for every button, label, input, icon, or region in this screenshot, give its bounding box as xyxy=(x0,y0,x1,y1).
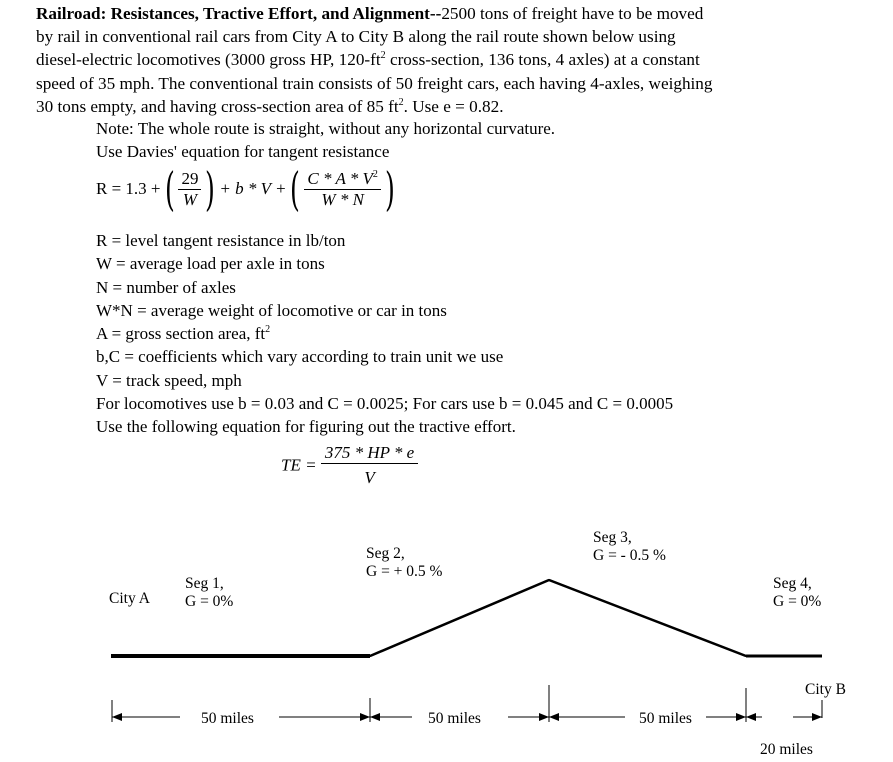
def-a: A = gross section area, $ft^2$ xyxy=(96,324,271,344)
problem-title: Railroad: Resistances, Tractive Effort, and Alignment-- xyxy=(36,4,442,23)
arrow-left-icon xyxy=(549,713,559,721)
def-r: R = level tangent resistance in lb/ton xyxy=(96,231,346,250)
note-straight-route: Note: The whole route is straight, without any horizontal curvature. xyxy=(96,119,556,138)
problem-text: 30 tons empty, and having cross-section area of 85 $ft^2$. Use e = 0.82. xyxy=(36,96,504,116)
arrow-right-icon xyxy=(736,713,746,721)
coefficients: For locomotives use b = 0.03 and C = 0.0025; For cars use b = 0.045 and C = 0.0005 xyxy=(96,394,674,414)
arrow-left-icon xyxy=(746,713,756,721)
fraction-29-over-w: $\frac{29}{W}$ xyxy=(178,169,201,210)
distance-label: 50 miles xyxy=(639,710,692,727)
problem-text: speed of 35 mph. The conventional train consists of 50 freight cars, each having 4-axles, weighing xyxy=(36,73,713,93)
problem-text: diesel-electric locomotives (3000 gross HP, $120-ft^2$ cross-section, 136 tons, 4 axles) at a constant xyxy=(36,50,700,70)
track-segment-2 xyxy=(370,580,549,656)
tractive-effort-equation: TE = $\frac{375 * HP * e}{V}$ xyxy=(281,443,418,488)
arrow-right-icon xyxy=(812,713,822,721)
distance-label: 20 miles xyxy=(760,741,813,758)
problem-text: by rail in conventional rail cars from City A to City B along the rail route shown below using xyxy=(36,27,676,47)
segment-1-label: Seg 1, G = 0% xyxy=(185,575,234,610)
fraction-cav2-over-wn: $\frac{C * A * V^2}{W * N}$ xyxy=(304,169,381,210)
te-fraction: $\frac{375 * HP * e}{V}$ xyxy=(321,443,418,488)
def-n: N = number of axles xyxy=(96,277,236,297)
def-wn: W*N = average weight of locomotive or car in tons xyxy=(96,300,447,320)
def-bc: b,C = coefficients which vary according to train unit we use xyxy=(96,347,504,367)
arrow-right-icon xyxy=(360,713,370,721)
arrow-left-icon xyxy=(370,713,380,721)
arrow-left-icon xyxy=(112,713,122,721)
distance-label: 50 miles xyxy=(201,710,254,727)
note-davies: Use Davies' equation for tangent resistance xyxy=(96,141,390,161)
segment-4-label: Seg 4, G = 0% xyxy=(773,575,822,610)
city-b-label: City B xyxy=(805,681,846,698)
segment-3-label: Seg 3, G = - 0.5 % xyxy=(593,529,666,564)
te-intro: Use the following equation for figuring out the tractive effort. xyxy=(96,417,516,437)
track-segment-3 xyxy=(549,580,746,656)
def-v: V = track speed, mph xyxy=(96,370,242,390)
distance-label: 50 miles xyxy=(428,710,481,727)
segment-2-label: Seg 2, G = + 0.5 % xyxy=(366,545,443,580)
davies-equation: R = 1.3 +( $\frac{29}{W}$ ) + b * V +( $\frac{C * A * V^2}{W * N}$ ) xyxy=(96,162,395,216)
arrow-right-icon xyxy=(539,713,549,721)
problem-text: 2500 tons of freight have to be moved xyxy=(441,4,704,23)
def-w: W = average load per axle in tons xyxy=(96,254,325,274)
city-a-label: City A xyxy=(109,590,150,607)
